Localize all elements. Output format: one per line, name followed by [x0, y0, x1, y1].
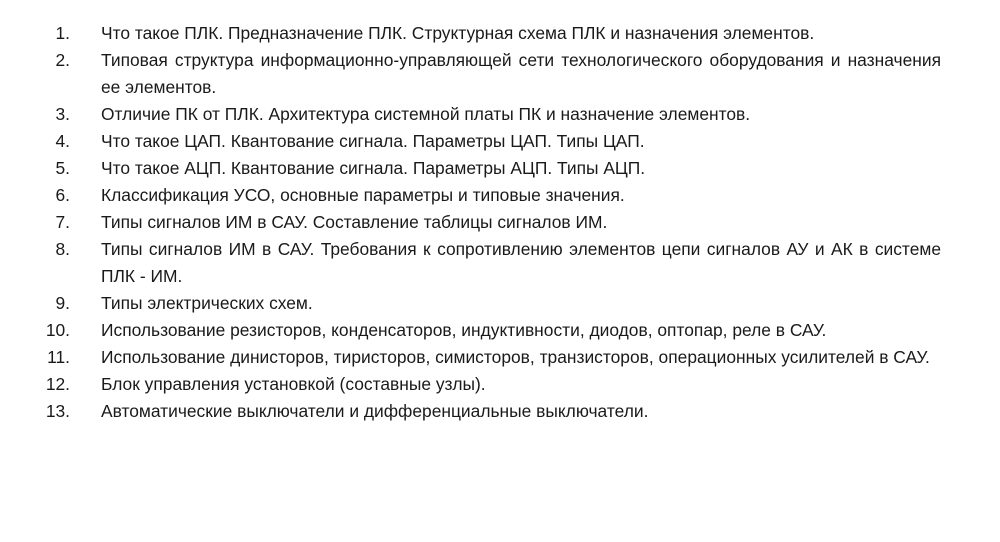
- list-item-number: 5.: [55, 158, 70, 178]
- list-item: [0, 209, 1000, 236]
- list-item-number: 3.: [55, 104, 70, 124]
- list-item: [0, 101, 1000, 128]
- list-item: [0, 155, 1000, 182]
- list-item-number: 9.: [55, 293, 70, 313]
- numbered-list: [0, 20, 1000, 425]
- list-item: [0, 344, 1000, 371]
- list-item: [0, 182, 1000, 209]
- list-item-text: Что такое ПЛК. Предназначение ПЛК. Структурная схема ПЛК и назначения элементов.: [101, 23, 815, 43]
- list-item: [0, 317, 1000, 344]
- list-item-number: 10.: [45, 320, 70, 340]
- list-item-text: Блок управления установкой (составные узлы).: [101, 374, 486, 394]
- list-item-text: Классификация УСО, основные параметры и типовые значения.: [101, 185, 625, 205]
- list-item-number: 1.: [55, 23, 70, 43]
- list-item-number: 8.: [55, 239, 70, 259]
- list-item-text: Типы сигналов ИМ в САУ. Составление таблицы сигналов ИМ.: [101, 212, 608, 232]
- list-item: [0, 20, 1000, 47]
- list-item-text: Типы электрических схем.: [101, 293, 313, 313]
- list-item-text: Типы сигналов ИМ в САУ. Требования к сопротивлению элементов цепи сигналов АУ и АК в системе ПЛК - ИМ.: [101, 239, 941, 286]
- list-item-number: 7.: [55, 212, 70, 232]
- list-item: [0, 47, 1000, 101]
- list-item-number: 6.: [55, 185, 70, 205]
- list-item-number: 13.: [45, 401, 70, 421]
- list-item-number: 4.: [55, 131, 70, 151]
- list-item-number: 11.: [47, 347, 70, 367]
- list-item-text: Использование резисторов, конденсаторов, индуктивности, диодов, оптопар, реле в САУ.: [101, 320, 827, 340]
- list-item-text: Автоматические выключатели и дифференциальные выключатели.: [101, 401, 649, 421]
- list-item: [0, 290, 1000, 317]
- list-item: [0, 128, 1000, 155]
- list-item-number: 12.: [45, 374, 70, 394]
- list-item: [0, 236, 1000, 290]
- list-item-text: Использование динисторов, тиристоров, симисторов, транзисторов, операционных усилителей в САУ.: [101, 347, 930, 367]
- list-item: [0, 398, 1000, 425]
- list-item-text: Что такое ЦАП. Квантование сигнала. Параметры ЦАП. Типы ЦАП.: [101, 131, 645, 151]
- list-item-text: Типовая структура информационно-управляющей сети технологического оборудования и назначения ее элементов.: [101, 50, 941, 97]
- list-item: [0, 371, 1000, 398]
- list-item-text: Что такое АЦП. Квантование сигнала. Параметры АЦП. Типы АЦП.: [101, 158, 646, 178]
- list-item-number: 2.: [55, 50, 70, 70]
- list-item-text: Отличие ПК от ПЛК. Архитектура системной платы ПК и назначение элементов.: [101, 104, 751, 124]
